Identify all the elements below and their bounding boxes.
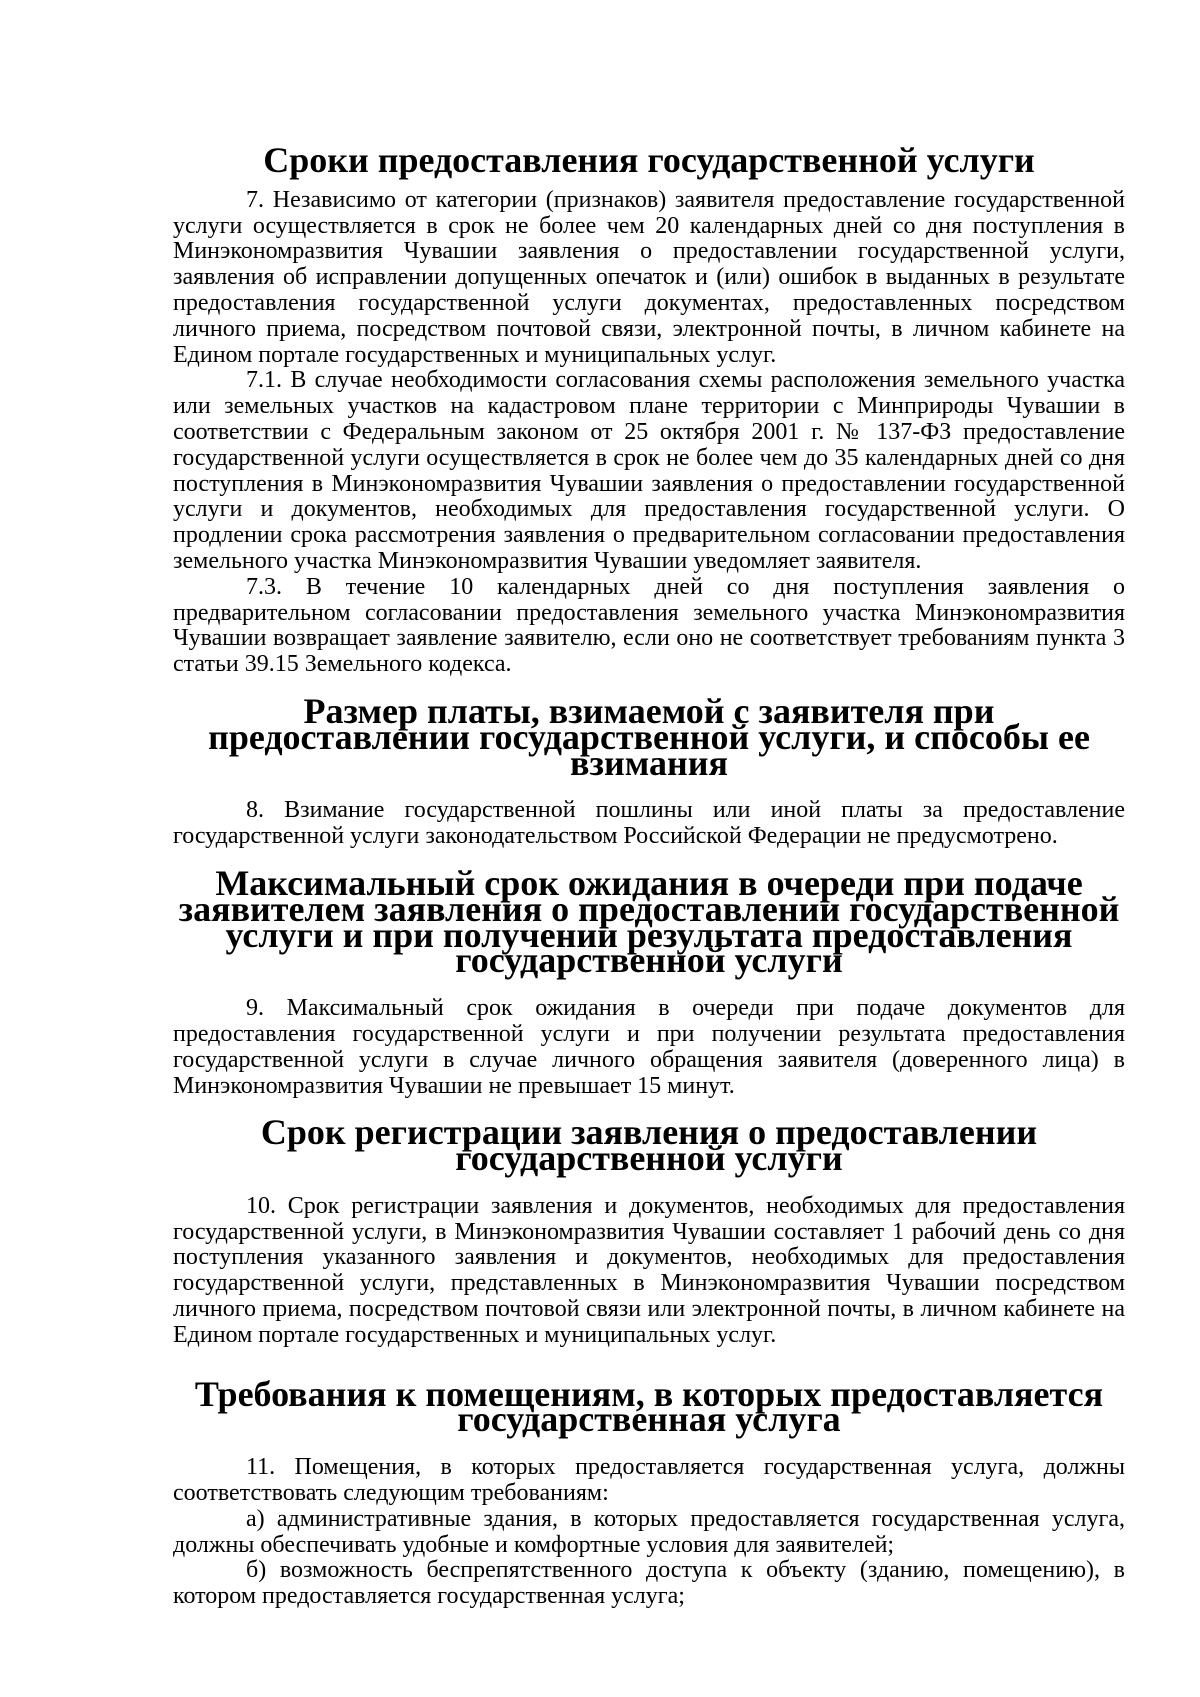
document-page <box>173 140 1125 1610</box>
section-heading-premises: Требования к помещениям, в которых предоставляется государственная услуга <box>194 1373 1104 1440</box>
paragraph-11: 11. Помещения, в которых предоставляется государственная услуга, должны соответствовать следующим требованиям: <box>173 1454 1125 1507</box>
paragraph-7-1: 7.1. В случае необходимости согласования схемы расположения земельного участка или земельных участков на кадастровом плане территории с Минприроды Чувашии в соответствии с Федеральным законом от 25 октября 2001 г. № 137-ФЗ предоставление государственной услуги осуществляется в срок не более чем до 35 календарных дней со дня поступления в Минэкономразвития Чувашии заявления о предоставлении государственной услуги и документов, необходимых для предоставления государственной услуги. О продлении срока рассмотрения заявления о предварительном согласовании предоставления земельного участка Минэкономразвития Чувашии уведомляет заявителя. <box>173 367 1125 574</box>
section-heading-fee: Размер платы, взимаемой с заявителя при предоставлении государственной услуги, и способы ее взимания <box>208 690 1090 783</box>
section-heading-registration: Срок регистрации заявления о предоставлении государственной услуги <box>260 1112 1038 1179</box>
paragraph-11-b: б) возможность беспрепятственного доступа к объекту (зданию, помещению), в котором предоставляется государственная услуга; <box>173 1557 1125 1610</box>
section-heading-queue: Максимальный срок ожидания в очереди при подаче заявителем заявления о предоставлении государственной услуги и при получении результата предоставления государственной услуги <box>178 862 1120 981</box>
paragraph-8: 8. Взимание государственной пошлины или иной платы за предоставление государственной услуги законодательством Российской Федерации не предусмотрено. <box>173 797 1125 850</box>
paragraph-11-a: а) административные здания, в которых предоставляется государственная услуга, должны обеспечивать удобные и комфортные условия для заявителей; <box>173 1505 1125 1558</box>
paragraph-9: 9. Максимальный срок ожидания в очереди при подаче документов для предоставления государственной услуги и при получении результата предоставления государственной услуги в случае личного обращения заявителя (доверенного лица) в Минэкономразвития Чувашии не превышает 15 минут. <box>173 995 1125 1099</box>
paragraph-10: 10. Срок регистрации заявления и документов, необходимых для предоставления государственной услуги, в Минэкономразвития Чувашии составляет 1 рабочий день со дня поступления указанного заявления и документов, необходимых для предоставления государственной услуги, представленных в Минэкономразвития Чувашии посредством личного приема, посредством почтовой связи или электронной почты, в личном кабинете на Едином портале государственных и муниципальных услуг. <box>173 1192 1125 1348</box>
paragraph-7-3: 7.3. В течение 10 календарных дней со дня поступления заявления о предварительном согласовании предоставления земельного участка Минэкономразвития Чувашии возвращает заявление заявителю, если оно не соответствует требованиям пункта 3 статьи 39.15 Земельного кодекса. <box>173 573 1125 678</box>
section-heading-deadlines: Сроки предоставления государственной услуги <box>263 140 1035 180</box>
paragraph-7: 7. Независимо от категории (признаков) заявителя предоставление государственной услуги осуществляется в срок не более чем 20 календарных дней со дня поступления в Минэкономразвития Чувашии заявления о предоставлении государственной услуги, заявления об исправлении допущенных опечаток и (или) ошибок в выданных в результате предоставления государственной услуги документах, предоставленных посредством личного приема, посредством почтовой связи, электронной почты, в личном кабинете на Едином портале государственных и муниципальных услуг. <box>173 186 1125 368</box>
